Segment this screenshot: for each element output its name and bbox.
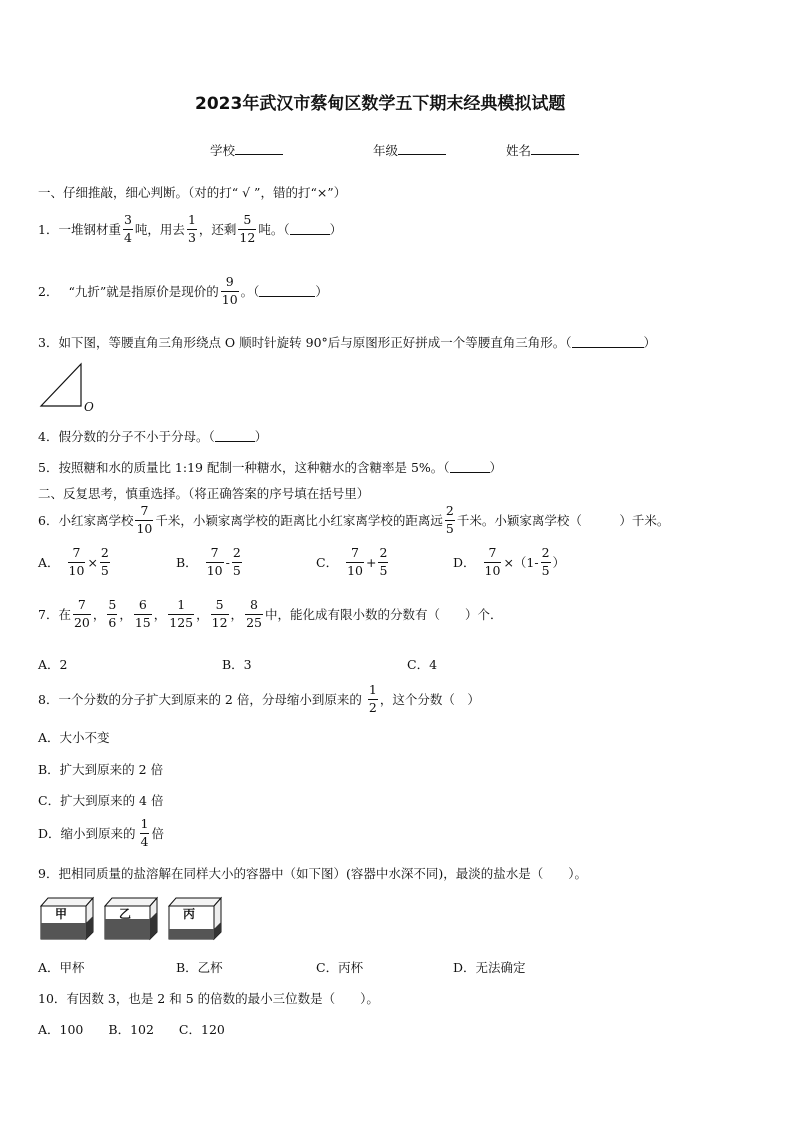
question-8	[38, 684, 480, 714]
fraction: $\frac{1}{3}$	[187, 212, 196, 245]
fraction: $\frac{2}{5}$	[100, 545, 109, 578]
q6-option-c[interactable]	[316, 547, 390, 577]
q1-text-b: 吨，用去	[134, 222, 185, 237]
school-field	[210, 141, 283, 159]
container-label-jia: 甲	[55, 907, 68, 921]
option-text: D．缩小到原来的	[38, 826, 136, 841]
fraction: $\frac{9}{10}$	[221, 274, 238, 307]
container-label-yi: 乙	[119, 907, 132, 921]
fraction: $\frac{7}{10}$	[68, 545, 85, 578]
name-label: 姓名	[506, 143, 532, 158]
grade-field	[373, 141, 446, 159]
fraction: $\frac{7}{10}$	[347, 545, 363, 578]
question-5	[38, 458, 502, 476]
q8-option-b[interactable]: B．扩大到原来的 2 倍	[38, 762, 164, 777]
q1-text-c: ，还剩	[198, 222, 237, 237]
fraction: $\frac{2}{5}$	[379, 545, 388, 578]
separator: ，	[196, 607, 209, 622]
fraction: $\frac{1}{125}$	[169, 597, 194, 630]
q8-text-b: ，这个分数（ ）	[379, 692, 480, 707]
q8-text-a: 8．一个分数的分子扩大到原来的 2 倍，分母缩小到原来的	[38, 692, 362, 707]
q6-option-b[interactable]	[176, 547, 244, 577]
fraction: $\frac{7}{10}$	[206, 545, 223, 578]
q1-text-a: 一堆钢材重	[58, 222, 121, 237]
operator: ×（1-	[503, 555, 539, 570]
fraction: $\frac{7}{10}$	[136, 503, 153, 536]
separator: ，	[92, 607, 106, 622]
question-3	[38, 333, 656, 351]
q9-option-d[interactable]: D．无法确定	[453, 960, 526, 975]
q7-option-a[interactable]: A．2	[38, 657, 68, 672]
q1-text-d: 吨。（	[258, 222, 290, 237]
fraction: $\frac{7}{20}$	[73, 597, 90, 630]
q1-text-e: ）	[329, 222, 343, 237]
container-label-bing: 丙	[183, 907, 196, 921]
answer-blank[interactable]	[290, 223, 330, 235]
answer-blank[interactable]	[572, 336, 644, 348]
answer-blank[interactable]	[215, 430, 255, 442]
fraction: $\frac{1}{2}$	[368, 682, 377, 715]
q3-text: 3．如下图，等腰直角三角形绕点 O 顺时针旋转 90°后与原图形正好拼成一个等腰直角三角形。（	[38, 335, 572, 350]
operator: +	[365, 554, 377, 570]
option-label: A．	[38, 555, 60, 570]
question-1	[38, 214, 342, 244]
q2-text-c: ）	[315, 284, 328, 299]
separator: ，	[230, 607, 244, 622]
q7-option-b[interactable]: B．3	[222, 657, 252, 672]
fraction: $\frac{6}{15}$	[134, 597, 151, 630]
operator: -	[225, 554, 230, 570]
q6-text-b: 千米，小颖家离学校的距离比小红家离学校的距离远	[155, 513, 443, 528]
separator: ，	[119, 607, 132, 622]
q5-text: 5．按照糖和水的质量比 1:19 配制一种糖水，这种糖水的含糖率是 5%。（	[38, 460, 450, 475]
q2-text-b: 。（	[240, 284, 260, 299]
question-6	[38, 505, 669, 535]
q3-text-end: ）	[643, 335, 657, 350]
q4-text: 4．假分数的分子不小于分母。（	[38, 429, 215, 444]
container-figure	[38, 896, 238, 946]
question-10: 10．有因数 3，也是 2 和 5 的倍数的最小三位数是（ ）。	[38, 991, 379, 1006]
q10-options[interactable]: A．100 B．102 C．120	[38, 1022, 225, 1037]
fraction: $\frac{7}{10}$	[484, 545, 501, 578]
q7-text-a: 7．在	[38, 607, 71, 622]
q6-text-a: 6．小红家离学校	[38, 513, 134, 528]
operator: ×	[87, 554, 98, 570]
q6-option-a[interactable]	[38, 547, 112, 577]
option-label: D．	[453, 555, 476, 570]
fraction: $\frac{1}{4}$	[140, 816, 149, 849]
option-label: C．	[316, 555, 339, 570]
q7-option-c[interactable]: C．4	[407, 657, 438, 672]
fraction: $\frac{5}{12}$	[211, 597, 228, 630]
grade-blank[interactable]	[398, 143, 446, 155]
q5-text-end: ）	[489, 460, 503, 475]
question-4	[38, 427, 267, 445]
fraction: $\frac{2}{5}$	[541, 545, 550, 578]
answer-blank[interactable]	[450, 461, 490, 473]
school-label: 学校	[210, 143, 236, 158]
question-7	[38, 599, 502, 629]
q2-number: 2．	[38, 284, 59, 299]
question-2	[38, 276, 328, 306]
operator: ）	[552, 555, 566, 570]
section-1-heading: 一、仔细推敲，细心判断。（对的打“ √ ”，错的打“×”）	[38, 185, 347, 200]
answer-blank[interactable]	[259, 285, 315, 297]
fraction: $\frac{8}{25}$	[246, 597, 262, 630]
q9-option-a[interactable]: A．甲杯	[38, 960, 85, 975]
school-blank[interactable]	[235, 143, 283, 155]
name-blank[interactable]	[531, 143, 579, 155]
q7-text-b: 中，能化成有限小数的分数有（ ）个．	[264, 607, 503, 622]
q6-text-c: 千米。小颖家离学校（ ）千米。	[456, 513, 670, 528]
point-o-label: O	[84, 400, 94, 414]
q2-text-a: “九折”就是指原价是现价的	[68, 284, 219, 299]
q8-option-d[interactable]	[38, 818, 164, 848]
q8-option-a[interactable]: A．大小不变	[38, 730, 110, 745]
q9-option-c[interactable]: C．丙杯	[316, 960, 364, 975]
fraction: $\frac{5}{6}$	[108, 597, 117, 630]
fraction: $\frac{5}{12}$	[239, 212, 256, 245]
section-2-heading: 二、反复思考，慎重选择。（将正确答案的序号填在括号里）	[38, 486, 370, 501]
option-label: B．	[176, 555, 198, 570]
question-9: 9．把相同质量的盐溶解在同样大小的容器中（如下图）(容器中水深不同)，最淡的盐水是（ ）。	[38, 866, 587, 881]
q4-text-end: ）	[254, 429, 268, 444]
q9-option-b[interactable]: B．乙杯	[176, 960, 223, 975]
fraction: $\frac{3}{4}$	[123, 212, 132, 245]
separator: ，	[153, 607, 167, 622]
name-field	[506, 141, 579, 159]
option-text: 倍	[151, 826, 164, 841]
q1-number: 1．	[38, 222, 59, 237]
grade-label: 年级	[373, 143, 399, 158]
fraction: $\frac{2}{5}$	[445, 503, 454, 536]
fraction: $\frac{2}{5}$	[232, 545, 241, 578]
q6-option-d[interactable]	[453, 547, 565, 577]
q8-option-c[interactable]: C．扩大到原来的 4 倍	[38, 793, 164, 808]
page-title: 2023年武汉市蔡甸区数学五下期末经典模拟试题	[195, 94, 566, 114]
